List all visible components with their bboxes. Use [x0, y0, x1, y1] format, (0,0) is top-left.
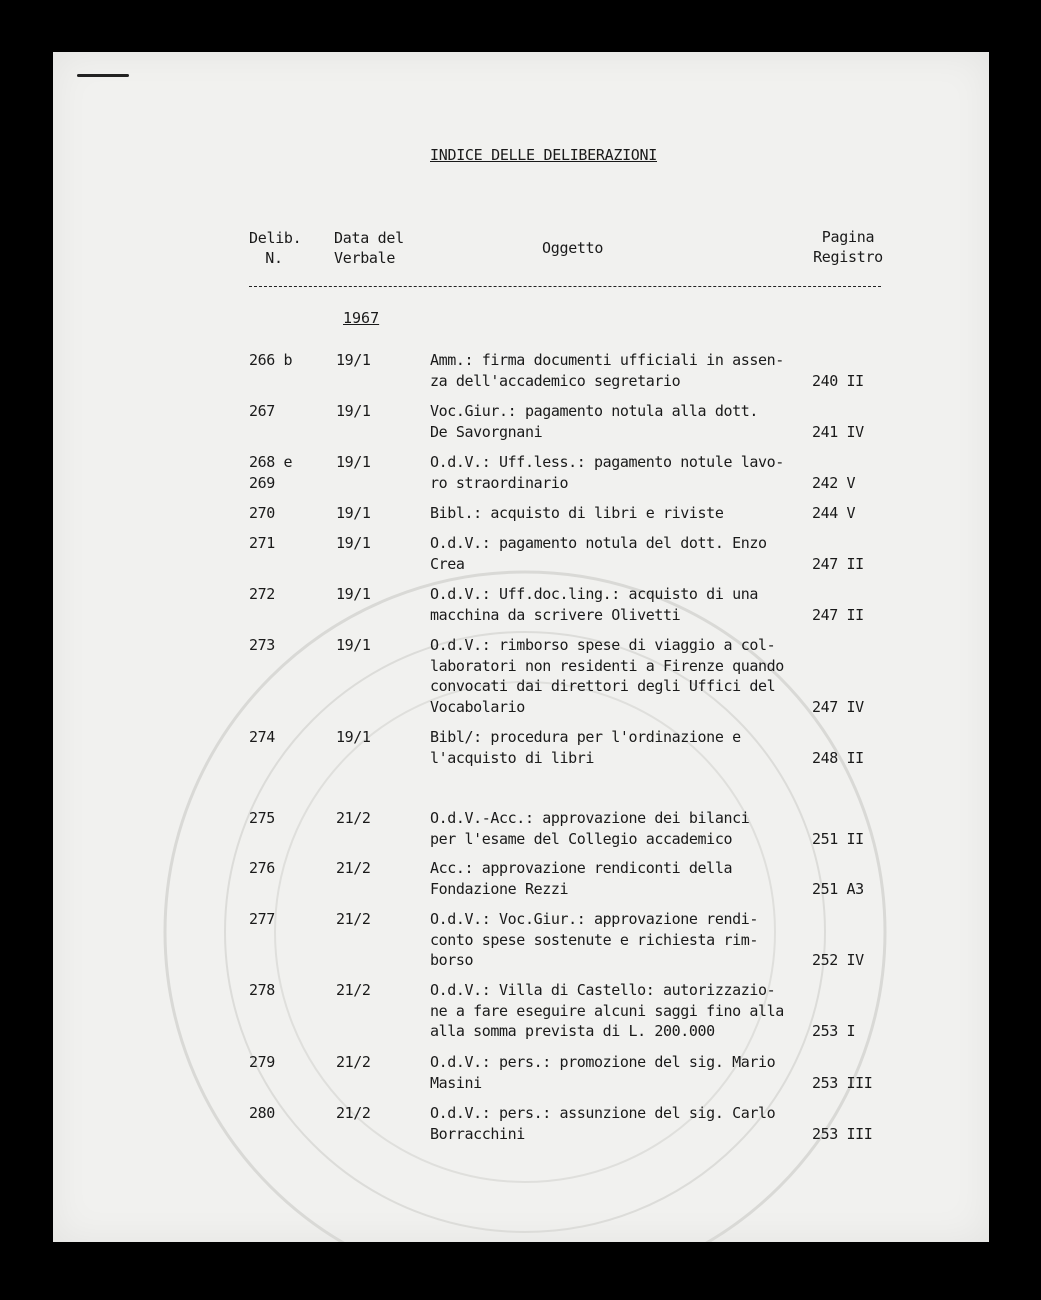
table-row [249, 909, 885, 971]
oggetto-line: De Savorgnani [430, 422, 543, 441]
pagina-registro: 240 II [812, 371, 864, 390]
delib-number: 271 [249, 534, 275, 552]
header-delib: Delib. N. [249, 229, 302, 267]
oggetto-text [430, 503, 800, 524]
oggetto-line: Voc.Giur.: pagamento notula alla dott. [430, 402, 758, 420]
verbale-date: 21/2 [336, 981, 371, 999]
delib-number: 275 [249, 809, 275, 827]
delib-number: 270 [249, 504, 275, 522]
delib-number: 276 [249, 859, 275, 877]
oggetto-line: borso [430, 951, 474, 969]
delib-number: 280 [249, 1104, 275, 1122]
oggetto-text [430, 1103, 800, 1144]
page-title: INDICE DELLE DELIBERAZIONI [430, 146, 658, 164]
verbale-date: 19/1 [336, 453, 371, 471]
table-row [249, 727, 885, 768]
pagina-registro: 247 II [812, 605, 864, 624]
pagina-registro: 244 V [812, 504, 856, 522]
table-row [249, 635, 885, 717]
oggetto-text [430, 533, 800, 574]
oggetto-text [430, 1052, 800, 1093]
oggetto-text [430, 350, 800, 391]
pagina-registro: 241 IV [812, 422, 864, 441]
table-row [249, 584, 885, 625]
oggetto-line: O.d.V.: pers.: promozione del sig. Mario [430, 1053, 776, 1071]
delib-number: 266 b [249, 351, 293, 369]
table-row [249, 533, 885, 574]
delib-number: 268 e 269 [249, 453, 293, 492]
verbale-date: 21/2 [336, 1053, 371, 1071]
table-row [249, 1052, 885, 1093]
header-pagina-registro: Pagina Registro [813, 228, 883, 266]
verbale-date: 21/2 [336, 859, 371, 877]
header-rule [249, 286, 881, 287]
oggetto-text [430, 858, 800, 899]
table-row [249, 808, 885, 849]
oggetto-line: laboratori non residenti a Firenze quando [430, 656, 784, 675]
verbale-date: 19/1 [336, 636, 371, 654]
delib-number: 278 [249, 981, 275, 999]
oggetto-line: Vocabolario [430, 697, 525, 716]
oggetto-line: za dell'accademico segretario [430, 371, 681, 390]
oggetto-line: l'acquisto di libri [430, 748, 594, 767]
oggetto-line: Borracchini [430, 1124, 525, 1143]
pagina-registro: 248 II [812, 748, 864, 767]
pagina-registro: 247 II [812, 554, 864, 573]
oggetto-line: O.d.V.: pagamento notula del dott. Enzo [430, 534, 767, 552]
pagina-registro: 253 I [812, 1022, 856, 1040]
document-page [53, 52, 989, 1242]
pagina-registro: 252 IV [812, 951, 864, 969]
oggetto-line: O.d.V.: Uff.less.: pagamento notule lavo- [430, 453, 784, 471]
oggetto-line: O.d.V.: pers.: assunzione del sig. Carlo [430, 1104, 776, 1122]
delib-number: 267 [249, 402, 275, 420]
header-data-verbale: Data del Verbale [334, 229, 404, 267]
oggetto-line: O.d.V.: Villa di Castello: autorizzazio- [430, 981, 776, 999]
oggetto-line: macchina da scrivere Olivetti [430, 605, 681, 624]
oggetto-line: Fondazione Rezzi [430, 879, 569, 898]
pagina-registro: 242 V [812, 473, 856, 492]
oggetto-line: conto spese sostenute e richiesta rim- [430, 930, 758, 949]
verbale-date: 19/1 [336, 504, 371, 522]
oggetto-line: per l'esame del Collegio accademico [430, 829, 733, 848]
table-row [249, 980, 885, 1042]
oggetto-line: O.d.V.: rimborso spese di viaggio a col- [430, 636, 776, 654]
table-row [249, 858, 885, 899]
verbale-date: 21/2 [336, 1104, 371, 1122]
oggetto-line: Bibl.: acquisto di libri e riviste [430, 504, 724, 522]
oggetto-text [430, 452, 800, 493]
delib-number: 279 [249, 1053, 275, 1071]
oggetto-line: Bibl/: procedura per l'ordinazione e [430, 728, 741, 746]
oggetto-line: Amm.: firma documenti ufficiali in assen- [430, 351, 784, 369]
oggetto-text [430, 909, 800, 971]
oggetto-text [430, 980, 800, 1042]
pagina-registro: 253 III [812, 1124, 873, 1143]
pagina-registro: 251 A3 [812, 879, 864, 898]
oggetto-text [430, 635, 800, 717]
verbale-date: 19/1 [336, 728, 371, 746]
year-heading: 1967 [343, 309, 380, 327]
oggetto-text [430, 727, 800, 768]
header-oggetto: Oggetto [542, 239, 604, 257]
delib-number: 274 [249, 728, 275, 746]
oggetto-line: Acc.: approvazione rendiconti della [430, 859, 733, 877]
verbale-date: 21/2 [336, 809, 371, 827]
oggetto-line: O.d.V.-Acc.: approvazione dei bilanci [430, 809, 750, 827]
delib-number: 272 [249, 585, 275, 603]
verbale-date: 19/1 [336, 351, 371, 369]
table-row [249, 1103, 885, 1144]
oggetto-line: ne a fare eseguire alcuni saggi fino alla [430, 1001, 784, 1020]
table-row [249, 452, 885, 493]
oggetto-text [430, 808, 800, 849]
oggetto-line: convocati dai direttori degli Uffici del [430, 677, 776, 695]
table-row [249, 503, 885, 524]
oggetto-line: ro straordinario [430, 473, 569, 492]
pagina-registro: 253 III [812, 1073, 873, 1092]
oggetto-line: Crea [430, 554, 465, 573]
oggetto-line: alla somma prevista di L. 200.000 [430, 1022, 715, 1040]
pagina-registro: 251 II [812, 829, 864, 848]
delib-number: 273 [249, 636, 275, 654]
verbale-date: 19/1 [336, 534, 371, 552]
oggetto-text [430, 584, 800, 625]
table-row [249, 401, 885, 442]
oggetto-line: O.d.V.: Voc.Giur.: approvazione rendi- [430, 910, 758, 928]
verbale-date: 19/1 [336, 585, 371, 603]
table-row [249, 350, 885, 391]
oggetto-line: Masini [430, 1073, 482, 1092]
delib-number: 277 [249, 910, 275, 928]
margin-mark [77, 74, 129, 77]
oggetto-line: O.d.V.: Uff.doc.ling.: acquisto di una [430, 585, 758, 603]
verbale-date: 21/2 [336, 910, 371, 928]
pagina-registro: 247 IV [812, 697, 864, 716]
verbale-date: 19/1 [336, 402, 371, 420]
oggetto-text [430, 401, 800, 442]
